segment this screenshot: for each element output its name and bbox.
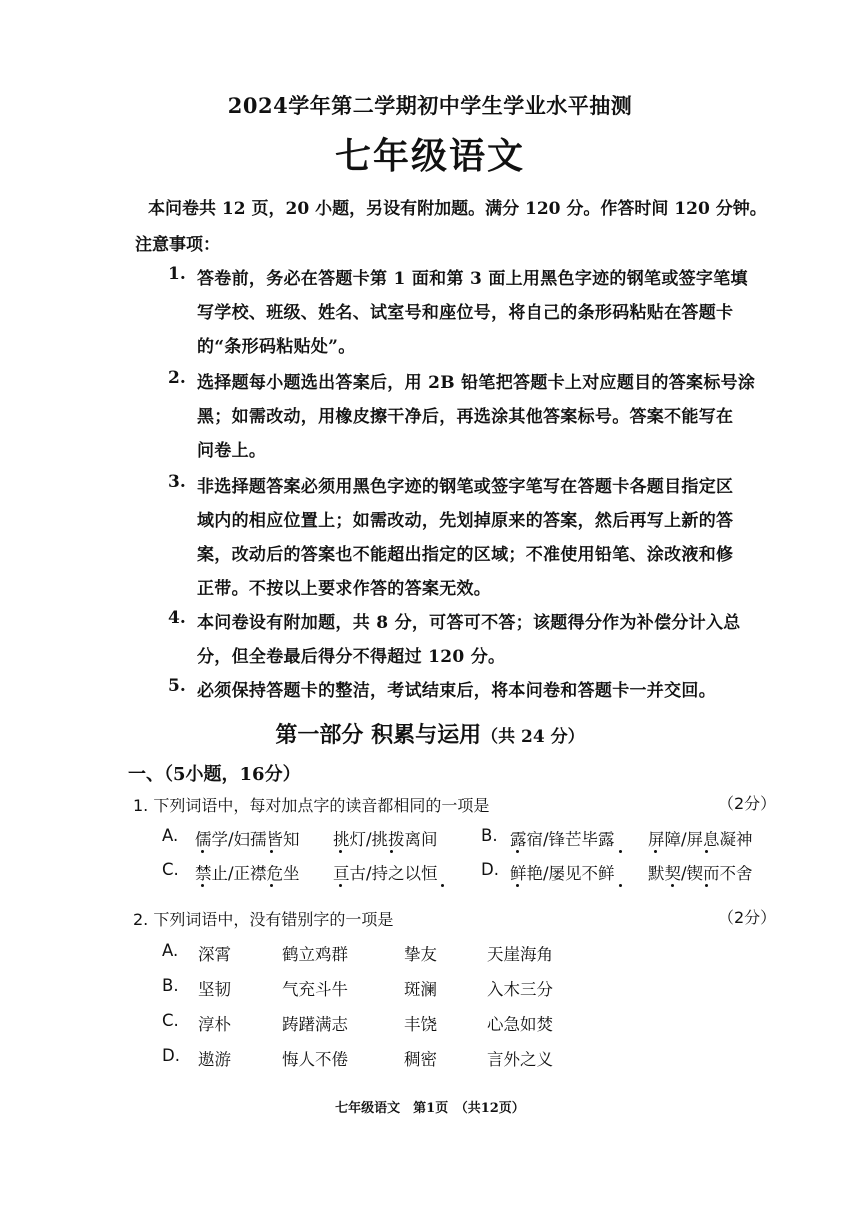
notice-5-line-1: 必须保持答题卡的整洁，考试结束后，将本问卷和答题卡一并交回。 — [197, 681, 716, 701]
page-footer: 七年级语文 第1页 （共12页） — [335, 1101, 525, 1116]
question-2-score: （2分） — [718, 908, 777, 927]
emphasis-dot — [516, 884, 519, 887]
q2-option-c-word-1: 淳朴 — [198, 1015, 231, 1034]
emphasis-dot — [270, 884, 273, 887]
exam-heading: 2024学年第二学期初中学生学业水平抽测 — [227, 93, 633, 118]
notice-4-number: 4. — [168, 608, 186, 628]
q2-option-b-word-2: 气充斗牛 — [282, 980, 348, 999]
exam-intro: 本问卷共 12 页，20 小题，另设有附加题。满分 120 分。作答时间 120 分钟。 — [148, 199, 767, 219]
notice-1-number: 1. — [168, 264, 186, 284]
part-title — [0, 718, 860, 749]
q1-option-c-label: C. — [162, 860, 179, 879]
q2-option-d-word-3: 稠密 — [404, 1050, 437, 1069]
notice-1-line-1: 答卷前，务必在答题卡第 1 面和第 3 面上用黑色字迹的钢笔或签字笔填 — [197, 269, 748, 289]
section-title: 一、（5小题，16分） — [128, 764, 301, 785]
question-1-score: （2分） — [718, 794, 777, 813]
notice-3-line-1: 非选择题答案必须用黑色字迹的钢笔或签字笔写在答题卡各题目指定区 — [197, 477, 734, 497]
q2-option-a-word-2: 鹤立鸡群 — [282, 945, 348, 964]
emphasis-dot — [201, 850, 204, 853]
q1-option-a-pair-1: 儒学/妇孺皆知 — [195, 830, 300, 849]
q2-option-b-word-4: 入木三分 — [487, 980, 553, 999]
q2-option-c-word-4: 心急如焚 — [487, 1015, 553, 1034]
q2-option-d-word-4: 言外之义 — [487, 1050, 553, 1069]
notice-3-line-2: 域内的相应位置上；如需改动，先划掉原来的答案，然后再写上新的答 — [197, 511, 734, 531]
notice-2-line-2: 黑；如需改动，用橡皮擦干净后，再选涂其他答案标号。答案不能写在 — [197, 407, 734, 427]
q2-option-c-word-2: 踌躇满志 — [282, 1015, 348, 1034]
q2-option-b-word-3: 斑澜 — [404, 980, 437, 999]
q2-option-b-label: B. — [162, 976, 179, 995]
q2-option-d-word-2: 悔人不倦 — [282, 1050, 348, 1069]
emphasis-dot — [671, 884, 674, 887]
question-2-stem: 2. 下列词语中，没有错别字的一项是 — [133, 910, 394, 929]
q2-option-b-word-1: 坚韧 — [198, 980, 231, 999]
q2-option-a-word-3: 挚友 — [404, 945, 437, 964]
q1-option-d-label: D. — [481, 860, 499, 879]
exam-title: 七年级语文 — [334, 135, 525, 177]
emphasis-dot — [705, 850, 708, 853]
question-1-stem: 1. 下列词语中，每对加点字的读音都相同的一项是 — [133, 796, 490, 815]
notice-3-number: 3. — [168, 472, 186, 492]
notice-1-line-3: 的“条形码粘贴处”。 — [197, 337, 356, 357]
notice-3-line-4: 正带。不按以上要求作答的答案无效。 — [197, 579, 492, 599]
notice-2-line-3: 问卷上。 — [197, 441, 267, 461]
q1-option-b-pair-1: 露宿/锋芒毕露 — [510, 830, 615, 849]
notice-5-number: 5. — [168, 676, 186, 696]
emphasis-dot — [339, 850, 342, 853]
q2-option-c-label: C. — [162, 1011, 179, 1030]
part-title-text: 第一部分 积累与运用 — [275, 722, 482, 748]
q1-option-d-pair-2: 默契/锲而不舍 — [648, 864, 753, 883]
q1-option-c-pair-1: 禁止/正襟危坐 — [195, 864, 300, 883]
emphasis-dot — [270, 850, 273, 853]
q2-option-c-word-3: 丰饶 — [404, 1015, 437, 1034]
emphasis-dot — [441, 884, 444, 887]
emphasis-dot — [654, 850, 657, 853]
notice-2-number: 2. — [168, 368, 186, 388]
notice-heading: 注意事项： — [135, 235, 220, 255]
q2-option-a-word-4: 天崖海角 — [487, 945, 553, 964]
emphasis-dot — [339, 884, 342, 887]
notice-4-line-2: 分，但全卷最后得分不得超过 120 分。 — [197, 647, 506, 667]
q2-option-a-label: A. — [162, 941, 179, 960]
notice-4-line-1: 本问卷设有附加题，共 8 分，可答可不答；该题得分作为补偿分计入总 — [197, 613, 741, 633]
q1-option-b-label: B. — [481, 826, 498, 845]
notice-2-line-1: 选择题每小题选出答案后，用 2B 铅笔把答题卡上对应题目的答案标号涂 — [197, 373, 756, 393]
emphasis-dot — [619, 850, 622, 853]
q1-option-a-pair-2: 挑灯/挑拨离间 — [333, 830, 438, 849]
emphasis-dot — [619, 884, 622, 887]
notice-3-line-3: 案，改动后的答案也不能超出指定的区域；不准使用铅笔、涂改液和修 — [197, 545, 734, 565]
emphasis-dot — [516, 850, 519, 853]
q2-option-d-word-1: 遨游 — [198, 1050, 231, 1069]
emphasis-dot — [705, 884, 708, 887]
emphasis-dot — [201, 884, 204, 887]
q1-option-d-pair-1: 鲜艳/屡见不鲜 — [510, 864, 615, 883]
q1-option-a-label: A. — [162, 826, 179, 845]
q2-option-d-label: D. — [162, 1046, 180, 1065]
q1-option-c-pair-2: 亘古/持之以恒 — [333, 864, 438, 883]
q1-option-b-pair-2: 屏障/屏息凝神 — [648, 830, 753, 849]
q2-option-a-word-1: 深霄 — [198, 945, 231, 964]
emphasis-dot — [390, 850, 393, 853]
part-score: （共 24 分） — [481, 727, 585, 747]
notice-1-line-2: 写学校、班级、姓名、试室号和座位号，将自己的条形码粘贴在答题卡 — [197, 303, 734, 323]
